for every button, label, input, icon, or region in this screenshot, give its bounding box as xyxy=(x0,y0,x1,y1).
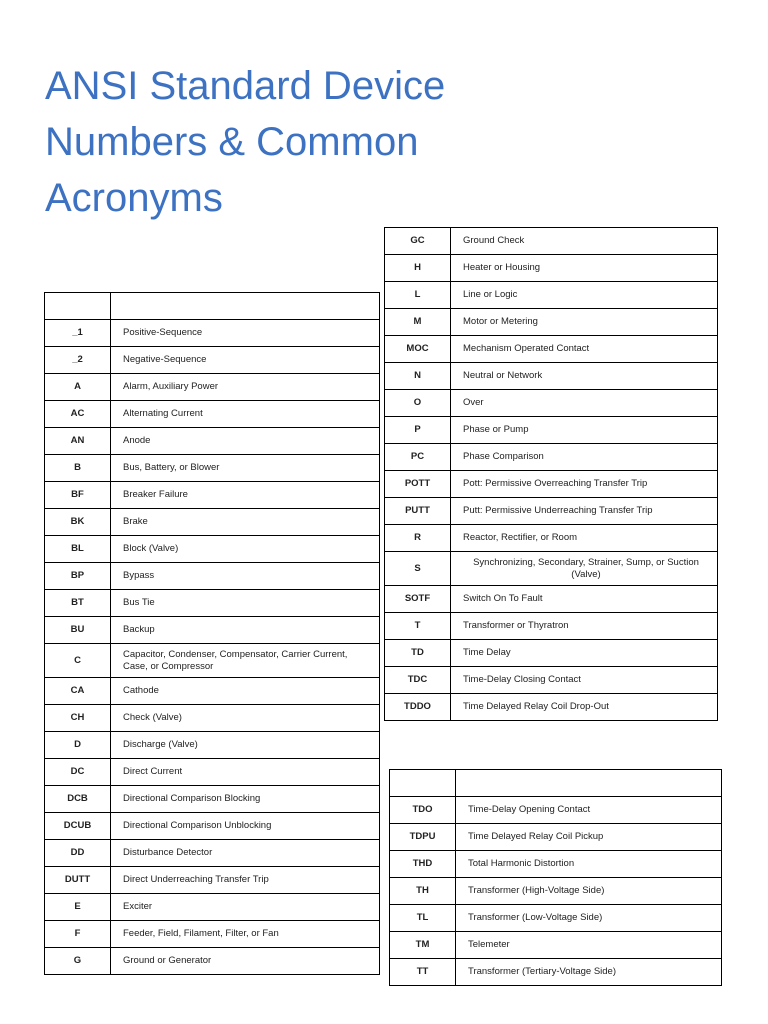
table-row xyxy=(45,455,380,482)
acronym-description: Direct Underreaching Transfer Trip xyxy=(111,867,380,894)
acronym-code: AN xyxy=(45,428,111,455)
acronym-description: Heater or Housing xyxy=(451,255,718,282)
acronym-description: Positive-Sequence xyxy=(111,320,380,347)
acronym-description: Ground Check xyxy=(451,228,718,255)
table-header-row xyxy=(390,770,722,797)
acronym-code: D xyxy=(45,732,111,759)
acronym-table-right-top xyxy=(384,227,718,721)
table-row xyxy=(45,644,380,678)
acronym-code: BF xyxy=(45,482,111,509)
table-row xyxy=(385,444,718,471)
acronym-description: Phase Comparison xyxy=(451,444,718,471)
acronym-code: F xyxy=(45,921,111,948)
table-row xyxy=(385,525,718,552)
acronym-description: Over xyxy=(451,390,718,417)
acronym-code: BL xyxy=(45,536,111,563)
acronym-description: Putt: Permissive Underreaching Transfer Trip xyxy=(451,498,718,525)
acronym-description: Reactor, Rectifier, or Room xyxy=(451,525,718,552)
acronym-code: DCUB xyxy=(45,813,111,840)
acronym-code: B xyxy=(45,455,111,482)
acronym-code: BK xyxy=(45,509,111,536)
acronym-code: POTT xyxy=(385,471,451,498)
table-row xyxy=(385,613,718,640)
table-row xyxy=(385,336,718,363)
table-row xyxy=(390,932,722,959)
acronym-code: T xyxy=(385,613,451,640)
acronym-description: Transformer (Tertiary-Voltage Side) xyxy=(456,959,722,986)
table-row xyxy=(45,320,380,347)
table-row xyxy=(385,255,718,282)
table-row xyxy=(45,678,380,705)
acronym-code: P xyxy=(385,417,451,444)
acronym-code: TD xyxy=(385,640,451,667)
acronym-code: DCB xyxy=(45,786,111,813)
acronym-description: Time Delayed Relay Coil Drop-Out xyxy=(451,694,718,721)
acronym-description: Bypass xyxy=(111,563,380,590)
acronym-code: CA xyxy=(45,678,111,705)
acronym-description: Anode xyxy=(111,428,380,455)
acronym-description: Capacitor, Condenser, Compensator, Carrier Current, Case, or Compressor xyxy=(111,644,380,678)
table-row xyxy=(385,390,718,417)
title-line-1: ANSI Standard Device xyxy=(45,64,446,108)
acronym-description: Transformer (High-Voltage Side) xyxy=(456,878,722,905)
acronym-code: H xyxy=(385,255,451,282)
acronym-description: Backup xyxy=(111,617,380,644)
page-title xyxy=(45,58,545,226)
acronym-code: BU xyxy=(45,617,111,644)
acronym-code: PC xyxy=(385,444,451,471)
table-row xyxy=(45,509,380,536)
acronym-description: Brake xyxy=(111,509,380,536)
table-row xyxy=(385,694,718,721)
acronym-code: TDDO xyxy=(385,694,451,721)
acronym-code: TH xyxy=(390,878,456,905)
acronym-description: Phase or Pump xyxy=(451,417,718,444)
acronym-code: _2 xyxy=(45,347,111,374)
acronym-description: Exciter xyxy=(111,894,380,921)
table-row xyxy=(390,797,722,824)
acronym-code: A xyxy=(45,374,111,401)
acronym-description: Neutral or Network xyxy=(451,363,718,390)
acronym-code: E xyxy=(45,894,111,921)
acronym-description: Switch On To Fault xyxy=(451,586,718,613)
acronym-code: TDO xyxy=(390,797,456,824)
acronym-description: Transformer (Low-Voltage Side) xyxy=(456,905,722,932)
table-row xyxy=(45,840,380,867)
table-row xyxy=(45,813,380,840)
acronym-code: TDPU xyxy=(390,824,456,851)
table-row xyxy=(45,374,380,401)
table-row xyxy=(45,867,380,894)
acronym-code: S xyxy=(385,552,451,586)
acronym-code: DUTT xyxy=(45,867,111,894)
title-line-3: Acronyms xyxy=(45,176,223,220)
acronym-code: M xyxy=(385,309,451,336)
acronym-code: TT xyxy=(390,959,456,986)
table-row xyxy=(385,586,718,613)
acronym-code: _1 xyxy=(45,320,111,347)
acronym-description: Bus, Battery, or Blower xyxy=(111,455,380,482)
table-row xyxy=(45,921,380,948)
acronym-code: SOTF xyxy=(385,586,451,613)
acronym-code: GC xyxy=(385,228,451,255)
table-row xyxy=(385,309,718,336)
table-row xyxy=(385,471,718,498)
table-row xyxy=(45,536,380,563)
table-row xyxy=(45,563,380,590)
table-row xyxy=(385,417,718,444)
table-row xyxy=(390,851,722,878)
acronym-description: Mechanism Operated Contact xyxy=(451,336,718,363)
acronym-description: Bus Tie xyxy=(111,590,380,617)
acronym-description: Discharge (Valve) xyxy=(111,732,380,759)
table-row xyxy=(385,282,718,309)
acronym-description: Pott: Permissive Overreaching Transfer Trip xyxy=(451,471,718,498)
table-row xyxy=(385,228,718,255)
acronym-code: DC xyxy=(45,759,111,786)
acronym-description: Breaker Failure xyxy=(111,482,380,509)
acronym-description: Directional Comparison Unblocking xyxy=(111,813,380,840)
acronym-code: THD xyxy=(390,851,456,878)
acronym-description: Block (Valve) xyxy=(111,536,380,563)
acronym-code: CH xyxy=(45,705,111,732)
acronym-code: BP xyxy=(45,563,111,590)
table-header-row xyxy=(45,293,380,320)
table-row xyxy=(45,732,380,759)
table-row xyxy=(45,482,380,509)
table-row xyxy=(385,498,718,525)
table-row xyxy=(45,428,380,455)
acronym-code: O xyxy=(385,390,451,417)
acronym-table-right-bottom xyxy=(389,769,722,986)
acronym-description: Line or Logic xyxy=(451,282,718,309)
table-row xyxy=(45,617,380,644)
table-row xyxy=(385,640,718,667)
acronym-code: TDC xyxy=(385,667,451,694)
acronym-code: G xyxy=(45,948,111,975)
acronym-description: Total Harmonic Distortion xyxy=(456,851,722,878)
acronym-description: Time-Delay Closing Contact xyxy=(451,667,718,694)
acronym-description: Telemeter xyxy=(456,932,722,959)
table-row xyxy=(385,552,718,586)
table-row xyxy=(390,959,722,986)
acronym-description: Disturbance Detector xyxy=(111,840,380,867)
acronym-description: Synchronizing, Secondary, Strainer, Sump, or Suction (Valve) xyxy=(451,552,718,586)
acronym-description: Negative-Sequence xyxy=(111,347,380,374)
acronym-code: MOC xyxy=(385,336,451,363)
table-row xyxy=(45,948,380,975)
table-row xyxy=(390,824,722,851)
acronym-description: Feeder, Field, Filament, Filter, or Fan xyxy=(111,921,380,948)
acronym-code: BT xyxy=(45,590,111,617)
table-row xyxy=(45,590,380,617)
acronym-code: R xyxy=(385,525,451,552)
table-row xyxy=(45,894,380,921)
table-row xyxy=(45,786,380,813)
table-row xyxy=(45,759,380,786)
acronym-code: TM xyxy=(390,932,456,959)
header-cell-code xyxy=(390,770,456,797)
acronym-description: Alarm, Auxiliary Power xyxy=(111,374,380,401)
table-row xyxy=(390,905,722,932)
acronym-code: TL xyxy=(390,905,456,932)
table-row xyxy=(385,667,718,694)
table-row xyxy=(390,878,722,905)
acronym-code: N xyxy=(385,363,451,390)
acronym-table-left xyxy=(44,292,380,975)
header-cell-desc xyxy=(456,770,722,797)
acronym-description: Time-Delay Opening Contact xyxy=(456,797,722,824)
acronym-code: DD xyxy=(45,840,111,867)
acronym-code: L xyxy=(385,282,451,309)
table-row xyxy=(45,347,380,374)
acronym-description: Directional Comparison Blocking xyxy=(111,786,380,813)
acronym-description: Transformer or Thyratron xyxy=(451,613,718,640)
table-row xyxy=(45,401,380,428)
acronym-description: Check (Valve) xyxy=(111,705,380,732)
acronym-description: Motor or Metering xyxy=(451,309,718,336)
header-cell-code xyxy=(45,293,111,320)
acronym-code: PUTT xyxy=(385,498,451,525)
title-line-2: Numbers & Common xyxy=(45,120,419,164)
acronym-description: Time Delay xyxy=(451,640,718,667)
table-row xyxy=(45,705,380,732)
acronym-description: Cathode xyxy=(111,678,380,705)
table-row xyxy=(385,363,718,390)
acronym-description: Alternating Current xyxy=(111,401,380,428)
acronym-code: C xyxy=(45,644,111,678)
acronym-description: Ground or Generator xyxy=(111,948,380,975)
header-cell-desc xyxy=(111,293,380,320)
acronym-description: Direct Current xyxy=(111,759,380,786)
acronym-code: AC xyxy=(45,401,111,428)
acronym-description: Time Delayed Relay Coil Pickup xyxy=(456,824,722,851)
